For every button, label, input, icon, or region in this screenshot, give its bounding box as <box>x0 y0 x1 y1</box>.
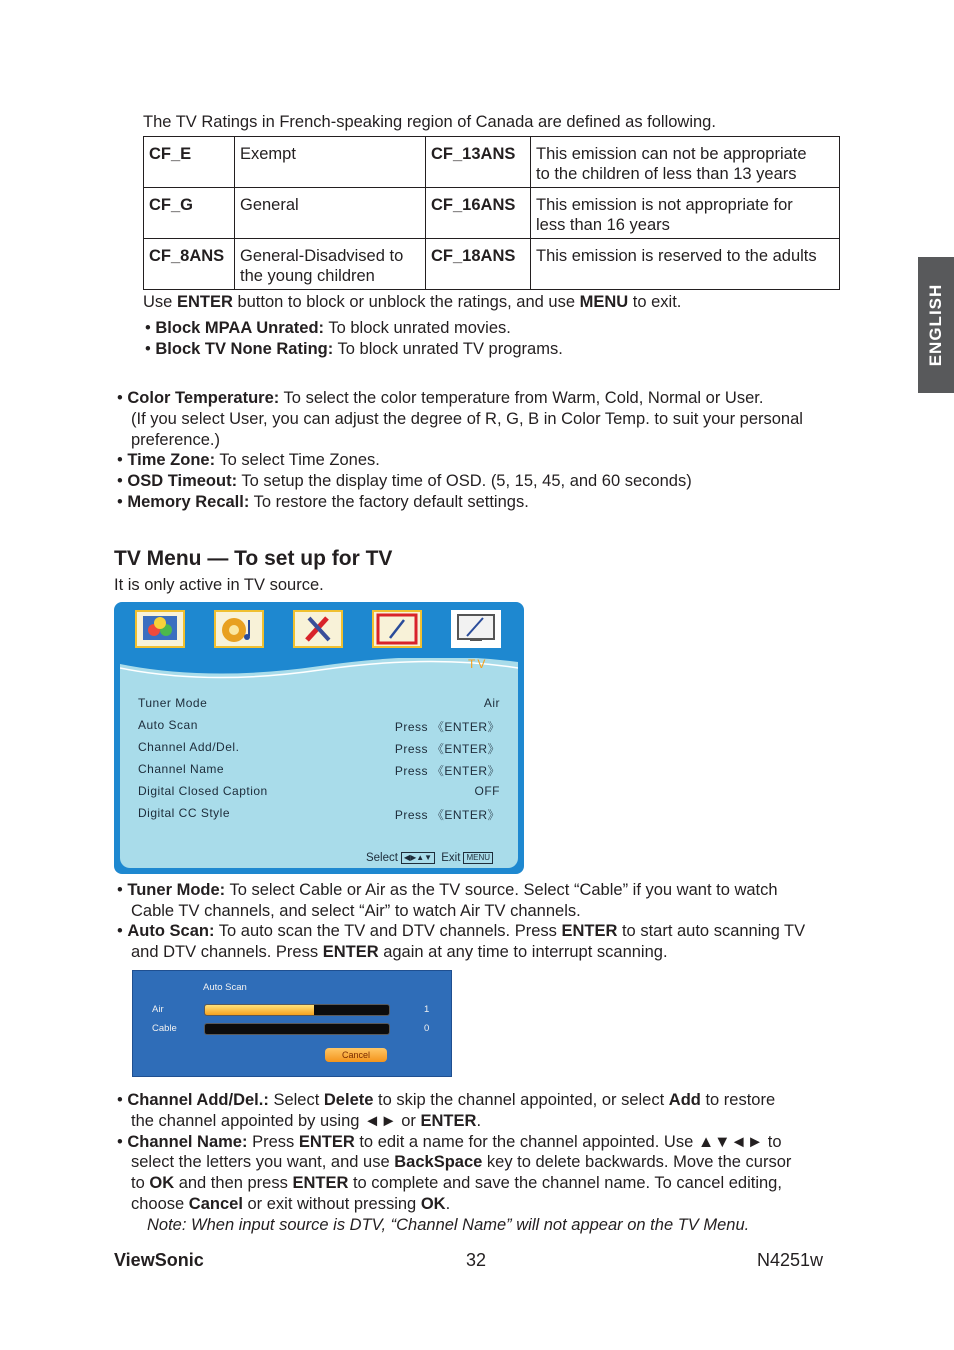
rating-code: CF_16ANS <box>431 196 516 214</box>
menu-row-channel-name[interactable]: Channel Name Press 《ENTER》 <box>138 762 500 778</box>
section-heading: TV Menu — To set up for TV <box>114 547 393 570</box>
scan-cable-count: 0 <box>424 1023 430 1034</box>
rating-code: CF_8ANS <box>149 247 225 265</box>
tv-menu-icon[interactable] <box>451 610 501 648</box>
auto-scan-item: • Auto Scan: To auto scan the TV and DTV channels. Press ENTER to start auto scanning TV <box>117 922 806 940</box>
rating-desc: General-Disadvised to <box>240 247 404 265</box>
table-row <box>144 137 840 188</box>
select-keys-icon: ◀▶▲▼ <box>401 852 435 864</box>
picture-menu-icon[interactable] <box>135 610 185 648</box>
scan-title: Auto Scan <box>203 982 247 993</box>
rating-code: CF_G <box>149 196 194 214</box>
scan-cancel-button[interactable]: Cancel <box>325 1048 387 1062</box>
scan-cable-progress <box>204 1023 390 1035</box>
menu-row-digital-closed-caption[interactable]: Digital Closed Caption OFF <box>138 784 500 798</box>
scan-air-label: Air <box>152 1004 164 1015</box>
footer-brand: ViewSonic <box>114 1250 204 1270</box>
menu-row-tuner-mode[interactable]: Tuner Mode Air <box>138 696 500 710</box>
scan-air-progress <box>204 1004 390 1016</box>
rating-code: CF_E <box>149 145 192 163</box>
rating-desc: This emission is reserved to the adults <box>531 239 840 290</box>
rating-desc: General <box>235 188 426 239</box>
rating-code: CF_18ANS <box>431 247 516 265</box>
rating-desc: This emission is not appropriate for <box>536 196 793 214</box>
channel-name-item: • Channel Name: Press ENTER to edit a name for the channel appointed. Use ▲▼◄► to <box>117 1133 782 1151</box>
setup-menu-icon[interactable] <box>293 610 343 648</box>
channel-name-line2: select the letters you want, and use BackSpace key to delete backwards. Move the cursor <box>131 1153 792 1171</box>
scan-air-progress-fill <box>205 1005 314 1015</box>
menu-key-icon: MENU <box>463 852 493 864</box>
channel-add-del-item: • Channel Add/Del.: Select Delete to skip the channel appointed, or select Add to restore <box>117 1091 776 1109</box>
channel-name-line3: to OK and then press ENTER to complete and save the channel name. To cancel editing, <box>131 1174 782 1192</box>
color-temp-item: • Color Temperature: To select the color temperature from Warm, Cold, Normal or User. <box>117 389 764 407</box>
menu-row-auto-scan[interactable]: Auto Scan Press 《ENTER》 <box>138 718 500 734</box>
memory-recall-item: • Memory Recall: To restore the factory default settings. <box>117 493 529 511</box>
block-mpaa-item: • Block MPAA Unrated: To block unrated movies. <box>145 319 511 337</box>
tuner-mode-item: • Tuner Mode: To select Cable or Air as the TV source. Select “Cable” if you want to watch <box>117 881 778 899</box>
color-temp-line2: (If you select User, you can adjust the degree of R, G, B in Color Temp. to suit your personal <box>131 410 803 428</box>
ratings-table <box>143 136 840 290</box>
color-temp-line3: preference.) <box>131 431 220 449</box>
osd-timeout-item: • OSD Timeout: To setup the display time of OSD. (5, 15, 45, and 60 seconds) <box>117 472 692 490</box>
rating-desc: to the children of less than 13 years <box>536 165 797 183</box>
menu-tab-label: TV <box>468 657 488 671</box>
dtv-note: Note: When input source is DTV, “Channel Name” will not appear on the TV Menu. <box>147 1216 750 1234</box>
page-number: 32 <box>466 1250 487 1270</box>
menu-wave-decoration <box>120 652 518 692</box>
menu-footer-hint: Select ◀▶▲▼ Exit MENU <box>366 852 496 864</box>
time-zone-item: • Time Zone: To select Time Zones. <box>117 451 380 469</box>
footer-model: N4251w <box>757 1250 824 1270</box>
rating-desc: the young children <box>240 267 375 285</box>
audio-menu-icon[interactable] <box>214 610 264 648</box>
rating-code: CF_13ANS <box>431 145 516 163</box>
auto-scan-panel <box>132 970 452 1077</box>
section-subtitle: It is only active in TV source. <box>114 576 324 594</box>
use-enter-instruction: Use ENTER button to block or unblock the ratings, and use MENU to exit. <box>143 293 682 311</box>
scan-air-count: 1 <box>424 1004 430 1015</box>
scan-cable-label: Cable <box>152 1023 177 1034</box>
tuner-mode-line2: Cable TV channels, and select “Air” to watch Air TV channels. <box>131 902 581 920</box>
language-tab: ENGLISH <box>918 257 954 393</box>
rating-desc: less than 16 years <box>536 216 670 234</box>
auto-scan-line2: and DTV channels. Press ENTER again at any time to interrupt scanning. <box>131 943 668 961</box>
menu-row-digital-cc-style[interactable]: Digital CC Style Press 《ENTER》 <box>138 806 500 822</box>
menu-row-channel-add-del[interactable]: Channel Add/Del. Press 《ENTER》 <box>138 740 500 756</box>
ratings-intro: The TV Ratings in French-speaking region of Canada are defined as following. <box>143 113 716 131</box>
block-tv-none-item: • Block TV None Rating: To block unrated TV programs. <box>145 340 563 358</box>
tv-menu-panel <box>114 602 524 874</box>
channel-add-del-line2: the channel appointed by using ◄► or ENTER. <box>131 1112 482 1130</box>
osd-menu-icon[interactable] <box>372 610 422 648</box>
table-row <box>144 188 840 239</box>
rating-desc: This emission can not be appropriate <box>536 145 807 163</box>
rating-desc: Exempt <box>235 137 426 188</box>
table-row <box>144 239 840 290</box>
channel-name-line4: choose Cancel or exit without pressing OK. <box>131 1195 451 1213</box>
